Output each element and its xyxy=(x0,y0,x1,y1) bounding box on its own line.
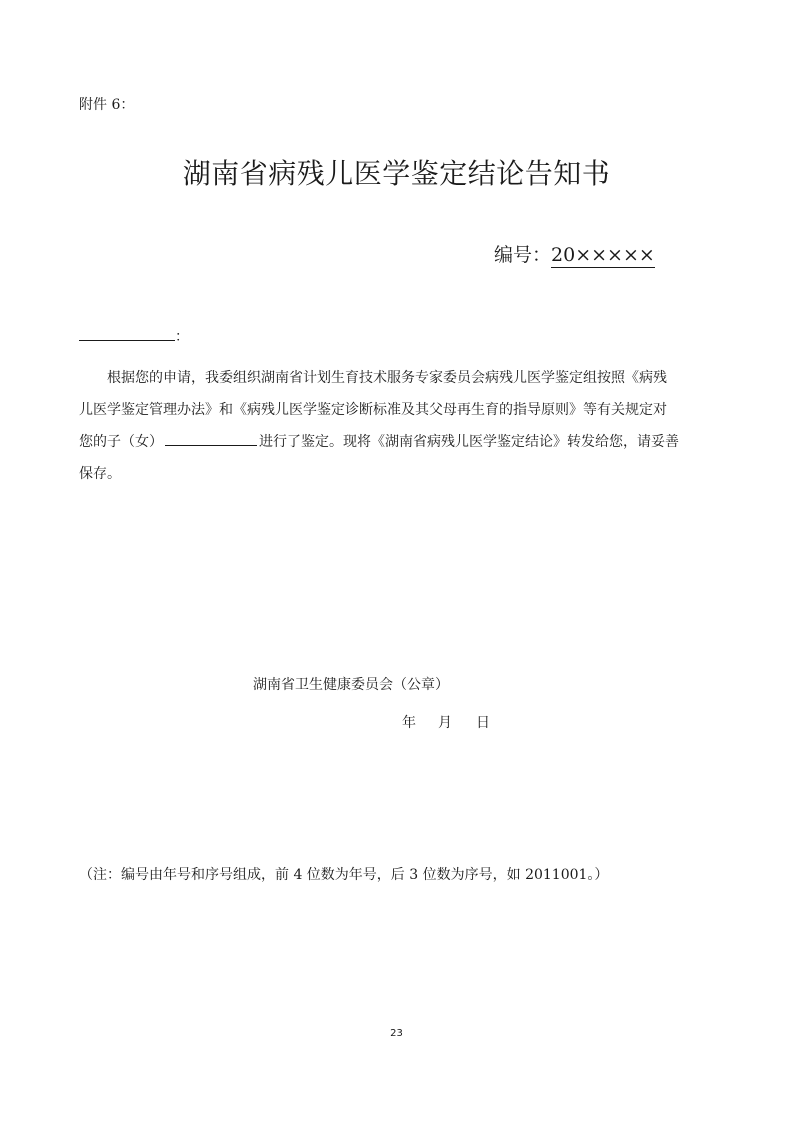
body-line-3-suffix: 进行了鉴定。现将《湖南省病残儿医学鉴定结论》转发给您，请妥善 xyxy=(259,434,679,450)
body-paragraph xyxy=(79,362,697,490)
body-line-3 xyxy=(79,426,697,458)
serial-value: 20××××× xyxy=(551,244,655,266)
document-title: 湖南省病残儿医学鉴定结论告知书 xyxy=(182,157,611,190)
serial-number-row xyxy=(494,240,655,267)
page-number: 23 xyxy=(390,1028,403,1039)
body-line-1: 根据您的申请，我委组织湖南省计划生育技术服务专家委员会病残儿医学鉴定组按照《病残 xyxy=(107,370,667,386)
date-month: 月 xyxy=(438,715,452,731)
recipient-row xyxy=(79,326,189,346)
date-year: 年 xyxy=(402,715,416,731)
recipient-colon: ： xyxy=(175,329,189,345)
serial-label: 编号： xyxy=(494,244,552,266)
body-line-2: 儿医学鉴定管理办法》和《病残儿医学鉴定诊断标准及其父母再生育的指导原则》等有关规定对 xyxy=(79,402,667,418)
serial-number-note: （注：编号由年号和序号组成，前 4 位数为年号，后 3 位数为序号，如 2011001。） xyxy=(79,867,609,883)
body-line-3-prefix: 您的子（女） xyxy=(79,434,163,450)
issuer-seal-line: 湖南省卫生健康委员会（公章） xyxy=(253,677,449,693)
child-name-blank[interactable] xyxy=(165,431,257,446)
recipient-name-blank[interactable] xyxy=(79,326,175,341)
attachment-label: 附件 6： xyxy=(79,97,135,113)
date-row xyxy=(402,712,490,732)
date-day: 日 xyxy=(476,715,490,731)
body-line-4: 保存。 xyxy=(79,466,121,482)
